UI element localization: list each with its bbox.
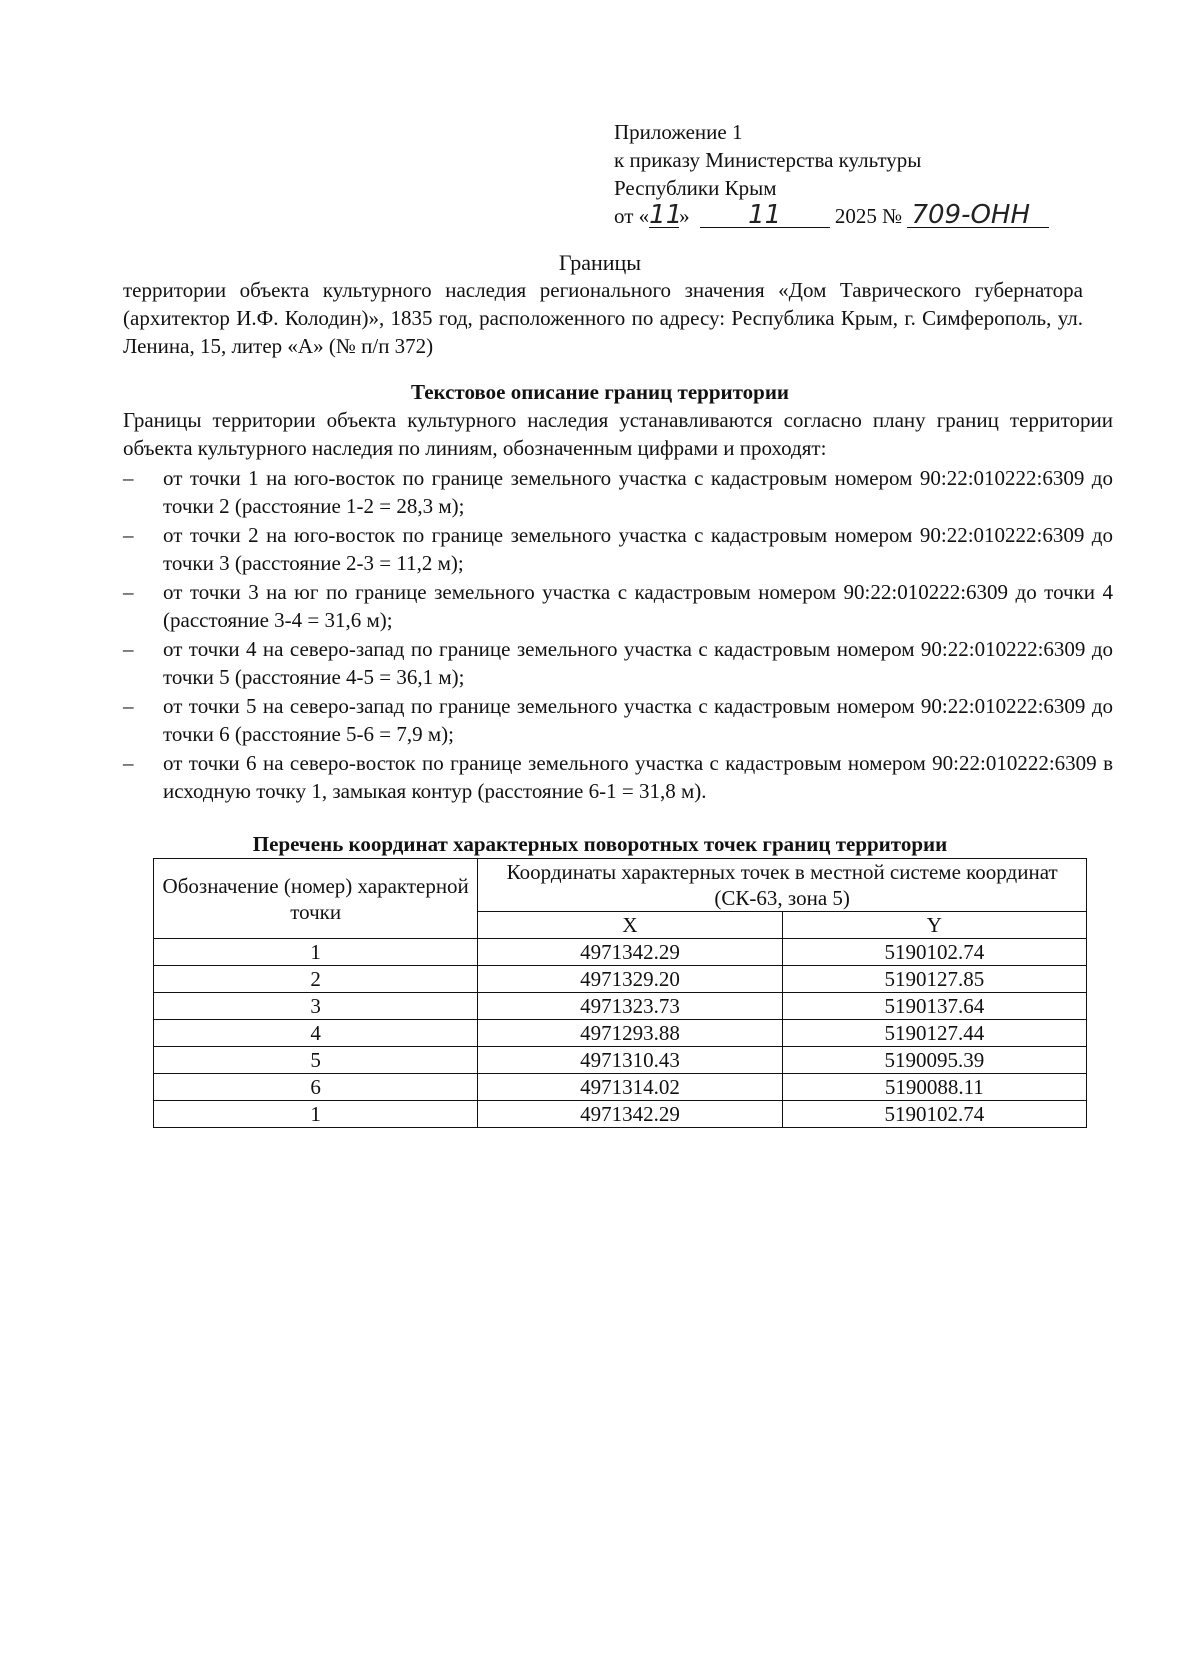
dash-marker: –: [123, 466, 134, 490]
document-subtitle: территории объекта культурного наследия регионального значения «Дом Таврического губернатора (архитектор И.Ф. Колодин)», 1835 год, расположенного по адресу: Республика Крым, г. Симферополь, ул. Ленина, 15, литер «А» (№ п/п 372): [123, 278, 1083, 358]
date-prefix: от «: [614, 204, 650, 228]
cell-y: 5190088.11: [782, 1074, 1086, 1101]
date-month: 11: [748, 200, 782, 230]
cell-point: 6: [154, 1074, 478, 1101]
header-coordinates: Координаты характерных точек в местной системе координат (СК-63, зона 5): [478, 859, 1087, 912]
cell-y: 5190127.44: [782, 1020, 1086, 1047]
header-point: Обозначение (номер) характерной точки: [154, 859, 478, 939]
cell-x: 4971323.73: [478, 993, 782, 1020]
list-item: [123, 521, 1113, 577]
cell-point: 5: [154, 1047, 478, 1074]
cell-x: 4971329.20: [478, 966, 782, 993]
table-row: [154, 1074, 1087, 1101]
dash-marker: –: [123, 694, 134, 718]
cell-x: 4971342.29: [478, 939, 782, 966]
date-mid: »: [679, 204, 690, 228]
cell-x: 4971314.02: [478, 1074, 782, 1101]
table-row: [154, 1101, 1087, 1128]
document-title: Границы: [558, 250, 642, 275]
table-row: [154, 1047, 1087, 1074]
order-number-blank: [907, 200, 1049, 230]
coordinates-heading: Перечень координат характерных поворотных точек границ территории: [252, 832, 948, 856]
cell-y: 5190095.39: [782, 1047, 1086, 1074]
list-item: [123, 749, 1113, 805]
appendix-line-1: Приложение 1: [614, 120, 743, 144]
description-heading: Текстовое описание границ территории: [410, 380, 790, 404]
list-item: [123, 692, 1113, 748]
dash-marker: –: [123, 580, 134, 604]
list-item-text: от точки 5 на северо-запад по границе земельного участка с кадастровым номером 90:22:010222:6309 до точки 6 (расстояние 5-6 = 7,9 м);: [163, 694, 1113, 746]
table-row: [154, 1020, 1087, 1047]
boundary-list: [123, 464, 1113, 806]
cell-y: 5190102.74: [782, 1101, 1086, 1128]
order-number: 709-ОНН: [911, 200, 1031, 230]
cell-point: 2: [154, 966, 478, 993]
cell-point: 1: [154, 939, 478, 966]
list-item-text: от точки 6 на северо-восток по границе земельного участка с кадастровым номером 90:22:010222:6309 в исходную точку 1, замыкая контур (расстояние 6-1 = 31,8 м).: [163, 751, 1113, 803]
date-day: 11: [649, 200, 683, 230]
table-row: [154, 939, 1087, 966]
list-item-text: от точки 3 на юг по границе земельного участка с кадастровым номером 90:22:010222:6309 до точки 4 (расстояние 3-4 = 31,6 м);: [163, 580, 1113, 632]
appendix-date-line: [614, 202, 1114, 230]
year-label: 2025 №: [834, 204, 903, 228]
header-y: Y: [782, 912, 1086, 939]
cell-point: 4: [154, 1020, 478, 1047]
list-item-text: от точки 2 на юго-восток по границе земельного участка с кадастровым номером 90:22:010222:6309 до точки 3 (расстояние 2-3 = 11,2 м);: [163, 523, 1113, 575]
description-intro: Границы территории объекта культурного наследия устанавливаются согласно плану границ территории объекта культурного наследия по линиям, обозначенным цифрами и проходят:: [123, 408, 1113, 460]
header-x: X: [478, 912, 782, 939]
list-item-text: от точки 1 на юго-восток по границе земельного участка с кадастровым номером 90:22:010222:6309 до точки 2 (расстояние 1-2 = 28,3 м);: [163, 466, 1113, 518]
cell-y: 5190102.74: [782, 939, 1086, 966]
dash-marker: –: [123, 751, 134, 775]
dash-marker: –: [123, 637, 134, 661]
list-item: [123, 635, 1113, 691]
table-row: [154, 993, 1087, 1020]
cell-y: 5190137.64: [782, 993, 1086, 1020]
dash-marker: –: [123, 523, 134, 547]
cell-x: 4971342.29: [478, 1101, 782, 1128]
table-row: [154, 966, 1087, 993]
table-header-row: [154, 859, 1087, 912]
cell-point: 1: [154, 1101, 478, 1128]
appendix-header: [614, 118, 1114, 230]
cell-x: 4971310.43: [478, 1047, 782, 1074]
list-item: [123, 464, 1113, 520]
coordinates-table: [153, 858, 1087, 1128]
cell-y: 5190127.85: [782, 966, 1086, 993]
cell-x: 4971293.88: [478, 1020, 782, 1047]
appendix-line-2: к приказу Министерства культуры: [614, 148, 922, 172]
list-item-text: от точки 4 на северо-запад по границе земельного участка с кадастровым номером 90:22:010222:6309 до точки 5 (расстояние 4-5 = 36,1 м);: [163, 637, 1113, 689]
date-day-blank: [649, 200, 683, 230]
cell-point: 3: [154, 993, 478, 1020]
list-item: [123, 578, 1113, 634]
appendix-line-3: Республики Крым: [614, 176, 777, 200]
date-month-blank: [700, 200, 830, 230]
